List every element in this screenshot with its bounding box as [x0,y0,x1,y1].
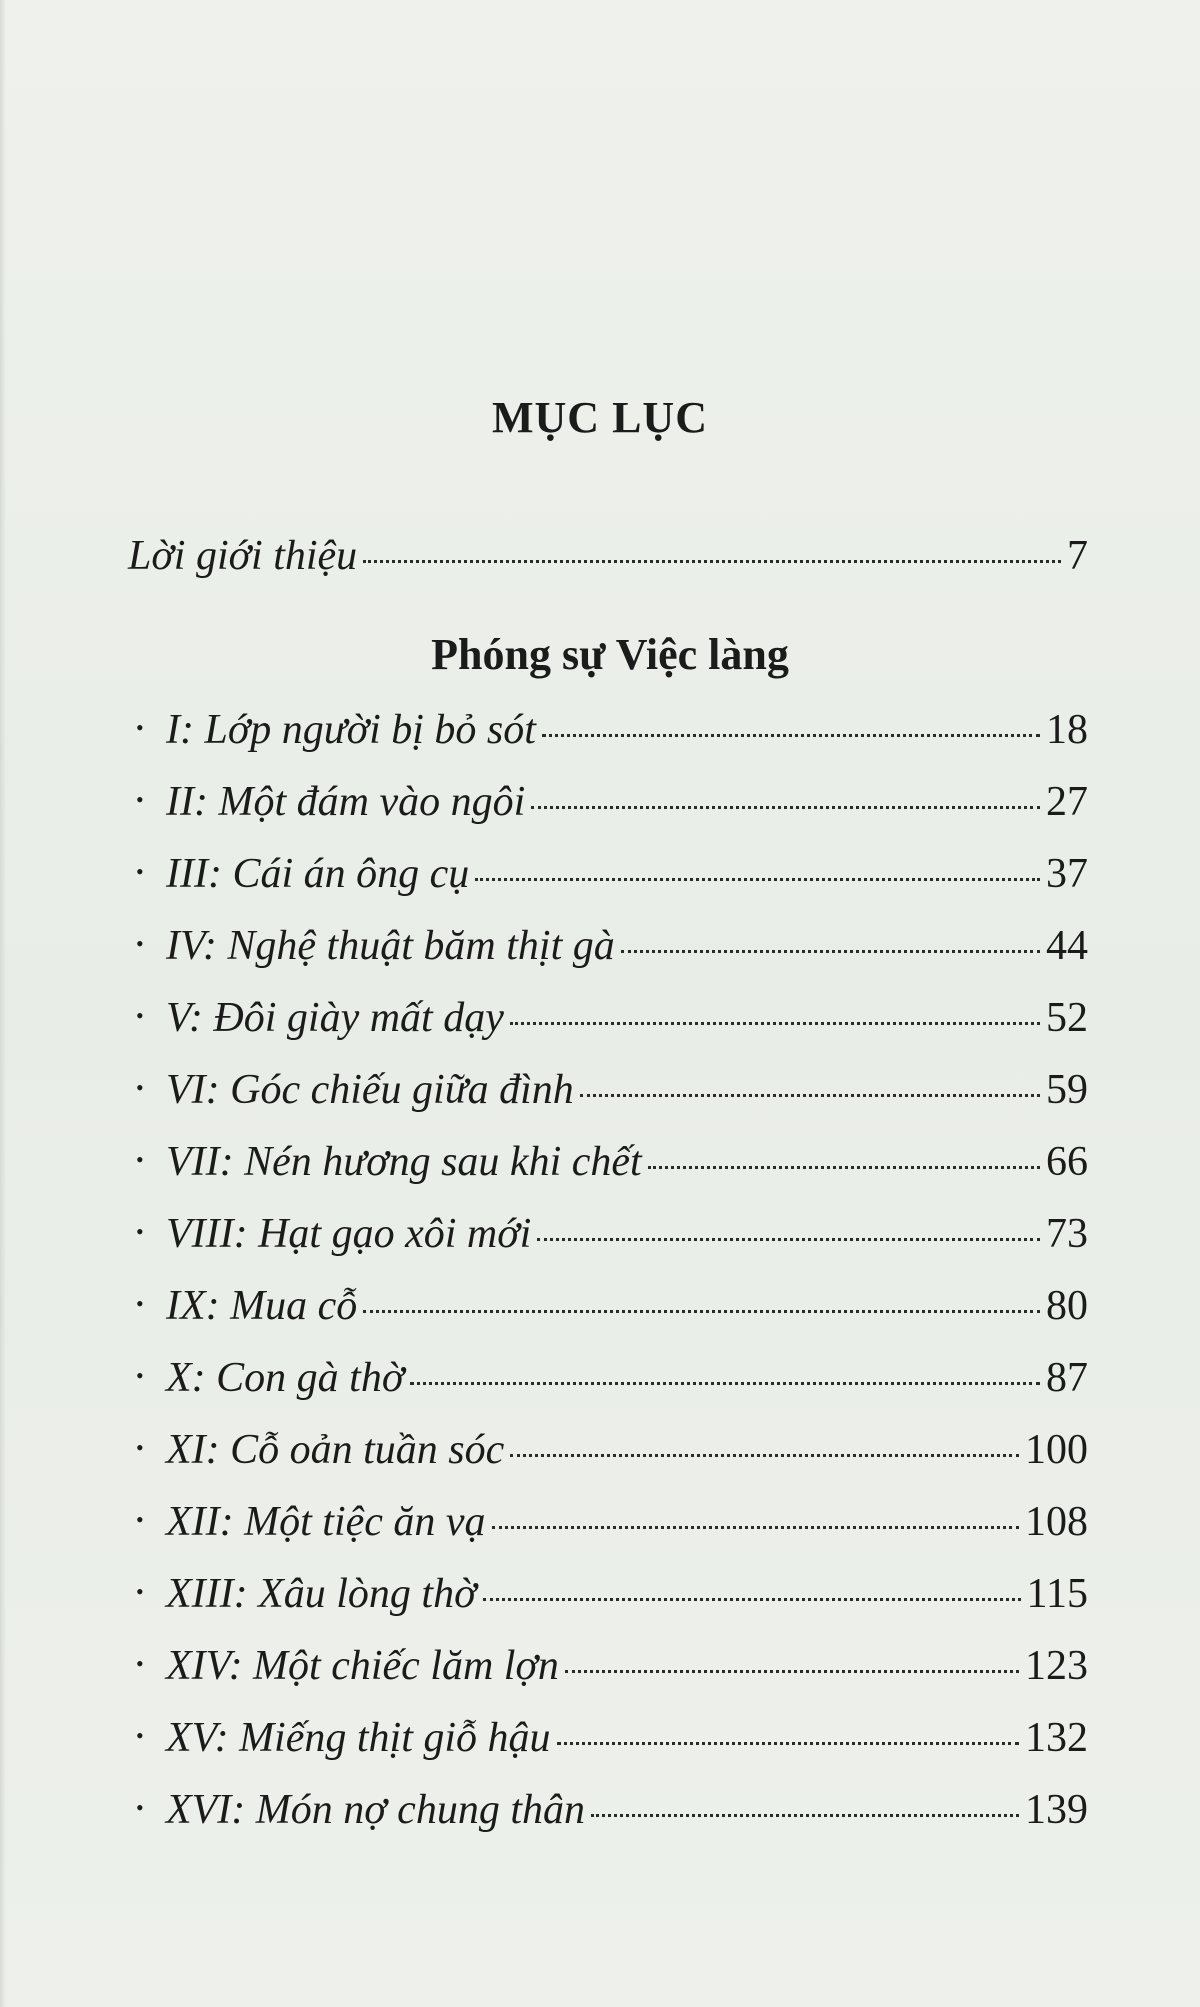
toc-entry-page-number: 87 [1046,1355,1088,1401]
toc-entry-page-number: 37 [1046,851,1088,897]
toc-entry-chapter [136,1714,1088,1774]
toc-entry-page-number: 52 [1046,995,1088,1041]
toc-entry-chapter [136,922,1088,982]
section-title: Phóng sự Việc làng [431,630,789,679]
toc-entry-chapter [136,850,1088,910]
dot-leader [510,1454,1019,1457]
toc-entry-page-number: 100 [1025,1427,1088,1473]
toc-entry-label: XII: Một tiệc ăn vạ [166,1499,486,1545]
toc-entry-page-number: 44 [1046,923,1088,969]
toc-entry-chapter [136,1786,1088,1846]
table-of-contents-title: MỤC LỤC [492,393,708,442]
bullet-icon: • [136,931,144,956]
toc-entry-page-number: 66 [1046,1139,1088,1185]
toc-entry-label: XIV: Một chiếc lăm lợn [166,1643,559,1689]
page-edge-shadow [0,0,6,2007]
toc-entry-label: V: Đôi giày mất dạy [166,995,504,1041]
toc-entry-label: X: Con gà thờ [166,1355,405,1401]
bullet-icon: • [136,859,144,884]
dot-leader [410,1382,1040,1385]
toc-entry-page-number: 108 [1025,1499,1088,1545]
dot-leader [580,1094,1040,1097]
bullet-icon: • [136,715,144,740]
toc-entry-label: VI: Góc chiếu giữa đình [166,1067,574,1113]
toc-entry-page-number: 7 [1067,533,1088,579]
toc-entry-page-number: 115 [1026,1571,1088,1617]
bullet-icon: • [136,1579,144,1604]
toc-entry-page-number: 59 [1046,1067,1088,1113]
toc-entry-label: Lời giới thiệu [128,533,358,579]
toc-entry-page-number: 73 [1046,1211,1088,1257]
toc-entry-chapter [136,1426,1088,1486]
toc-entry-page-number: 27 [1046,779,1088,825]
toc-entry-label: I: Lớp người bị bỏ sót [166,707,536,753]
bullet-icon: • [136,1147,144,1172]
dot-leader [363,1310,1040,1313]
dot-leader [648,1166,1040,1169]
dot-leader [492,1526,1019,1529]
dot-leader [542,734,1040,737]
dot-leader [621,950,1040,953]
dot-leader [591,1814,1019,1817]
toc-entry-chapter [136,778,1088,838]
toc-entry-page-number: 123 [1025,1643,1088,1689]
bullet-icon: • [136,1075,144,1100]
bullet-icon: • [136,1291,144,1316]
bullet-icon: • [136,1363,144,1388]
toc-entry-chapter [136,1498,1088,1558]
toc-entry-label: IV: Nghệ thuật băm thịt gà [166,923,615,969]
bullet-icon: • [136,1507,144,1532]
dot-leader [531,806,1040,809]
toc-entry-chapter [136,1210,1088,1270]
toc-entry-label: VIII: Hạt gạo xôi mới [166,1211,532,1257]
bullet-icon: • [136,787,144,812]
toc-entry-chapter [136,706,1088,766]
toc-entry-label: XV: Miếng thịt giỗ hậu [166,1715,551,1761]
bullet-icon: • [136,1651,144,1676]
toc-entry-chapter [136,1570,1088,1630]
bullet-icon: • [136,1795,144,1820]
toc-entry-label: XIII: Xâu lòng thờ [166,1571,477,1617]
bullet-icon: • [136,1003,144,1028]
toc-entry-chapter [136,1642,1088,1702]
bullet-icon: • [136,1723,144,1748]
toc-entry-page-number: 80 [1046,1283,1088,1329]
toc-entry-chapter [136,1066,1088,1126]
toc-entry-chapter [136,1354,1088,1414]
toc-entry-label: IX: Mua cỗ [166,1283,358,1329]
toc-entry-label: XI: Cỗ oản tuần sóc [166,1427,505,1473]
toc-entry-page-number: 139 [1025,1787,1088,1833]
bullet-icon: • [136,1435,144,1460]
toc-entry-chapter [136,1138,1088,1198]
toc-entry-label: VII: Nén hương sau khi chết [166,1139,642,1185]
dot-leader [475,878,1040,881]
toc-entry-label: II: Một đám vào ngôi [166,779,526,825]
dot-leader [537,1238,1040,1241]
toc-entry-chapter [136,1282,1088,1342]
toc-entry-label: III: Cái án ông cụ [166,851,470,897]
dot-leader [483,1598,1021,1601]
toc-entry-introduction [128,532,1088,592]
toc-entry-page-number: 132 [1025,1715,1088,1761]
dot-leader [510,1022,1040,1025]
toc-entry-label: XVI: Món nợ chung thân [166,1787,585,1833]
dot-leader [363,560,1061,563]
dot-leader [557,1742,1019,1745]
toc-entry-chapter [136,994,1088,1054]
dot-leader [565,1670,1019,1673]
bullet-icon: • [136,1219,144,1244]
toc-entry-page-number: 18 [1046,707,1088,753]
